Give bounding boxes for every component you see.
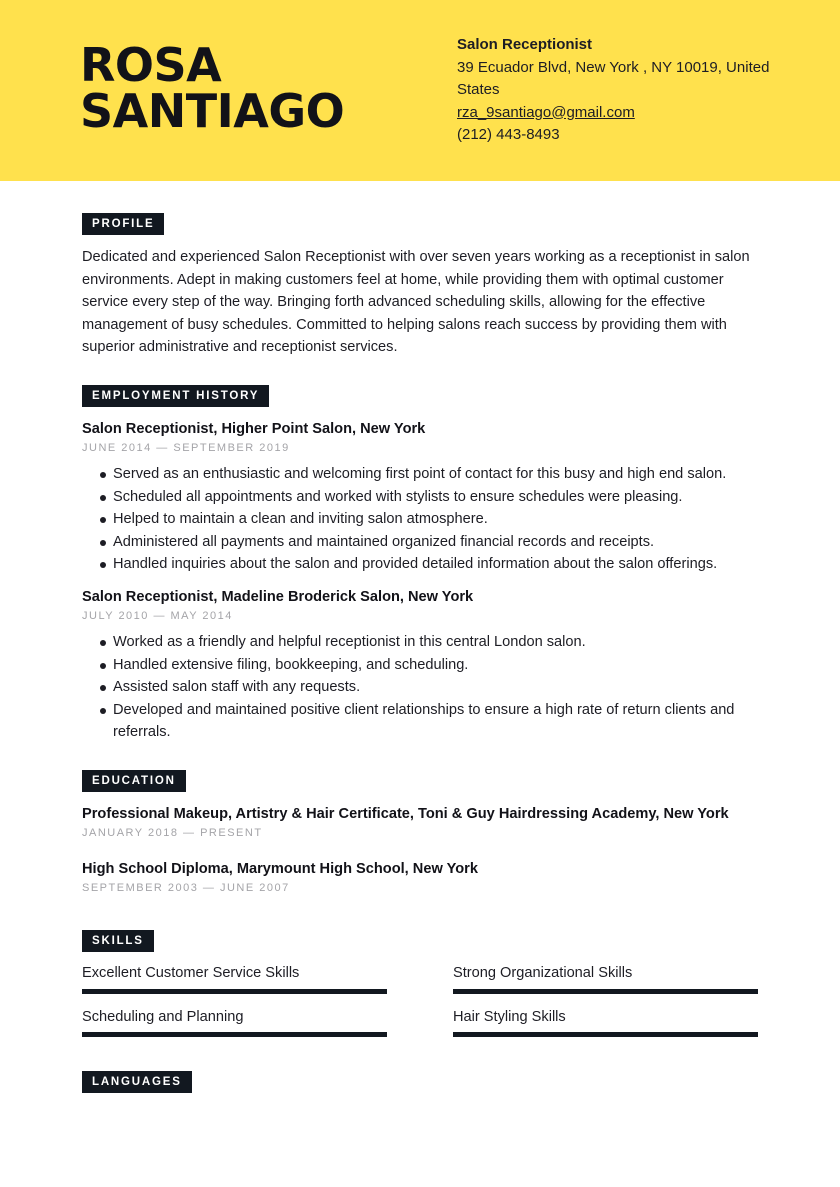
list-item: Handled inquiries about the salon and provided detailed information about the salon offerings. xyxy=(82,553,742,576)
skill-name: Scheduling and Planning xyxy=(82,1009,244,1025)
education-dates: JANUARY 2018 — PRESENT xyxy=(82,827,263,839)
education-heading: EDUCATION xyxy=(82,770,186,792)
address-line-2: States xyxy=(457,81,500,98)
skill-name: Strong Organizational Skills xyxy=(453,965,633,981)
skill-level-bar xyxy=(453,989,758,994)
languages-heading: LANGUAGES xyxy=(82,1071,192,1093)
job-title: Salon Receptionist, Higher Point Salon, New York xyxy=(82,421,426,437)
profile-text: Dedicated and experienced Salon Receptionist with over seven years working as a receptionist in salon environments. Adept in making customers feel at home, while providing them with optimal customer service every step of the way. Bringing forth advanced scheduling skills, allowing for the effective management of busy schedules. Committed to helping salons reach success by providing them with superior administrative and receptionist services. xyxy=(82,249,750,356)
job-bullets xyxy=(82,463,742,576)
profile-heading: PROFILE xyxy=(82,213,164,235)
job-bullets xyxy=(82,631,742,744)
skill-name: Excellent Customer Service Skills xyxy=(82,965,300,981)
phone-number: (212) 443-8493 xyxy=(457,126,560,143)
email-link[interactable]: rza_9santiago@gmail.com xyxy=(457,103,635,121)
first-name: ROSA xyxy=(80,38,222,92)
job-role: Salon Receptionist xyxy=(457,36,593,53)
list-item: Helped to maintain a clean and inviting salon atmosphere. xyxy=(82,508,742,531)
last-name: SANTIAGO xyxy=(80,84,345,138)
list-item: Developed and maintained positive client relationships to ensure a high rate of return clients and referrals. xyxy=(82,699,742,744)
job-dates: JUNE 2014 — SEPTEMBER 2019 xyxy=(82,442,290,454)
job-title: Salon Receptionist, Madeline Broderick Salon, New York xyxy=(82,589,474,605)
skill-level-bar xyxy=(453,1032,758,1037)
contact-block xyxy=(457,34,787,147)
list-item: Administered all payments and maintained organized financial records and receipts. xyxy=(82,531,742,554)
list-item: Served as an enthusiastic and welcoming first point of contact for this busy and high end salon. xyxy=(82,463,742,486)
skill-name: Hair Styling Skills xyxy=(453,1009,566,1025)
education-title: Professional Makeup, Artistry & Hair Certificate, Toni & Guy Hairdressing Academy, New York xyxy=(82,806,729,822)
skill-level-bar xyxy=(82,989,387,994)
list-item: Scheduled all appointments and worked with stylists to ensure schedules were pleasing. xyxy=(82,486,742,509)
header-banner xyxy=(0,0,840,181)
candidate-name xyxy=(80,38,345,138)
skills-heading: SKILLS xyxy=(82,930,154,952)
list-item: Worked as a friendly and helpful receptionist in this central London salon. xyxy=(82,631,742,654)
skill-level-fill xyxy=(82,989,387,994)
employment-heading: EMPLOYMENT HISTORY xyxy=(82,385,269,407)
education-dates: SEPTEMBER 2003 — JUNE 2007 xyxy=(82,882,290,894)
skill-level-fill xyxy=(453,989,758,994)
skill-level-fill xyxy=(453,1032,758,1037)
skill-level-bar xyxy=(82,1032,387,1037)
address-line-1: 39 Ecuador Blvd, New York , NY 10019, United xyxy=(457,58,770,76)
job-dates: JULY 2010 — MAY 2014 xyxy=(82,610,233,622)
skill-level-fill xyxy=(82,1032,387,1037)
list-item: Handled extensive filing, bookkeeping, and scheduling. xyxy=(82,654,742,677)
list-item: Assisted salon staff with any requests. xyxy=(82,676,742,699)
education-title: High School Diploma, Marymount High School, New York xyxy=(82,861,478,877)
